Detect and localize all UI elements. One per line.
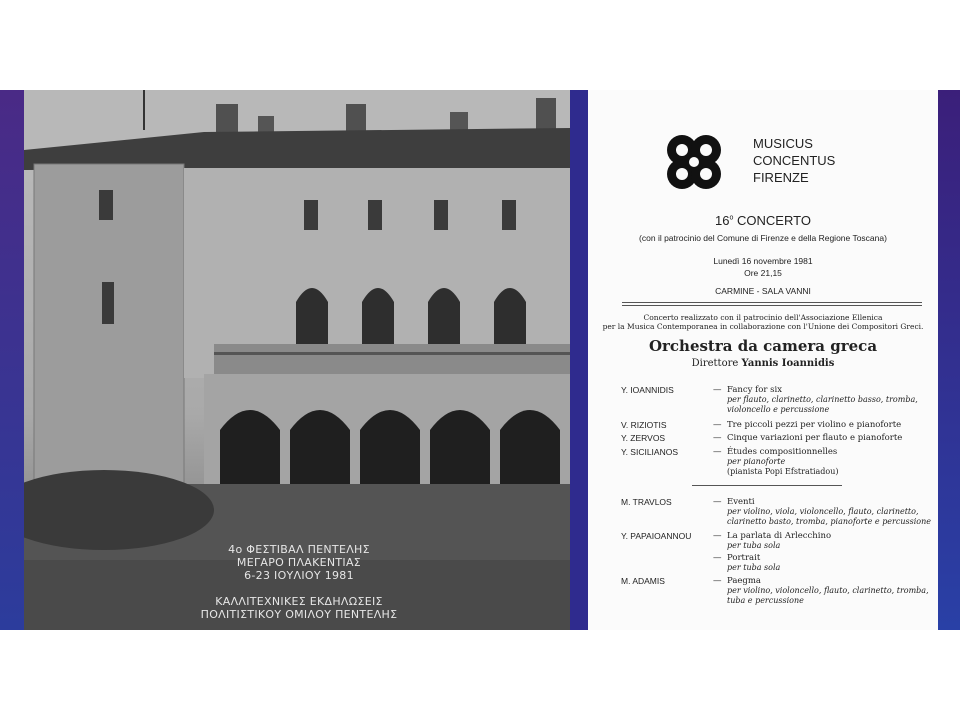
caption-venue: ΜΕΓΑΡΟ ΠΛΑΚΕΝΤΙΑΣ [236, 556, 362, 569]
composer: M. TRAVLOS [621, 497, 672, 507]
concert-venue: CARMINE - SALA VANNI [715, 286, 811, 296]
piece-performer: (pianista Popi Efstratiadou) [727, 466, 839, 476]
piece-instruments: per flauto, clarinetto, clarinetto basso, tromba, violoncello e percussione [727, 395, 918, 414]
divider [692, 485, 842, 486]
piece-instruments: per violino, violoncello, flauto, clarinetto, tromba, tuba e percussione [727, 586, 929, 605]
divider [622, 305, 922, 306]
ensemble-name: Orchestra da camera greca [648, 337, 878, 355]
piece-title: Cinque variazioni per flauto e pianoforte [727, 433, 903, 443]
concert-program [588, 90, 938, 630]
concert-word: CONCERTO [733, 213, 811, 228]
concert-heading [588, 213, 938, 228]
ensemble-director [588, 358, 938, 369]
dash: — [713, 576, 722, 586]
building-photo [24, 90, 570, 630]
concert-number-suffix: o [729, 214, 734, 222]
musicus-logo-icon [656, 124, 732, 200]
dash: — [713, 433, 722, 443]
concert-number: 16 [715, 213, 730, 228]
concert-patronage: (con il patrocinio del Comune di Firenze e della Regione Toscana) [639, 233, 887, 243]
note-line-2: per la Musica Contemporanea in collaborazione con l'Unione dei Compositori Greci. [602, 322, 924, 331]
piece-title: La parlata di Arlecchino [727, 531, 832, 541]
composer: V. RIZIOTIS [621, 420, 667, 430]
composer: Y. IOANNIDIS [621, 385, 674, 395]
piece-title: Paegma [727, 576, 762, 586]
caption-events: ΚΑΛΛΙΤΕΧΝΙΚΕΣ ΕΚΔΗΛΩΣΕΙΣ [215, 595, 383, 608]
dash: — [713, 420, 722, 430]
composer: M. ADAMIS [621, 576, 665, 586]
piece-title: Eventi [727, 497, 755, 507]
concert-date: Lunedì 16 novembre 1981 [713, 256, 813, 266]
dash: — [713, 447, 722, 457]
concert-time: Ore 21,15 [744, 268, 782, 278]
piece-instruments: per violino, viola, violoncello, flauto, clarinetto, clarinetto basto, tromba, pianoforte e percussione [727, 507, 931, 526]
divider [622, 302, 922, 303]
org-line-2: CONCENTUS [753, 153, 836, 168]
org-line-3: FIRENZE [753, 170, 809, 185]
piece-title: Études compositionnelles [727, 447, 838, 457]
piece-instruments: per tuba sola [727, 563, 781, 572]
note-line-1: Concerto realizzato con il patrocinio dell'Associazione Ellenica [643, 313, 883, 322]
director-label: Direttore [691, 358, 742, 369]
caption-organizer: ΠΟΛΙΤΙΣΤΙΚΟΥ ΟΜΙΛΟΥ ΠΕΝΤΕΛΗΣ [200, 608, 398, 621]
caption-festival: 4o ΦΕΣΤΙΒΑΛ ΠΕΝΤΕΛΗΣ [228, 543, 370, 556]
dash: — [713, 531, 722, 541]
composer: Y. PAPAIOANNOU [621, 531, 692, 541]
piece-title: Fancy for six [727, 385, 783, 395]
composer: Y. ZERVOS [621, 433, 666, 443]
piece-title: Portrait [727, 553, 761, 563]
composer: Y. SICILIANOS [621, 447, 679, 457]
org-line-1: MUSICUS [753, 136, 813, 151]
dash: — [713, 385, 722, 395]
piece-instruments: per tuba sola [727, 541, 781, 550]
piece-title: Tre piccoli pezzi per violino e pianoforte [727, 420, 902, 430]
caption-dates: 6-23 ΙΟΥΛΙΟΥ 1981 [244, 569, 354, 582]
dash: — [713, 553, 722, 563]
director-name: Yannis Ioannidis [741, 358, 835, 369]
dash: — [713, 497, 722, 507]
piece-instruments: per pianoforte [727, 457, 786, 466]
organization-name [753, 135, 835, 186]
